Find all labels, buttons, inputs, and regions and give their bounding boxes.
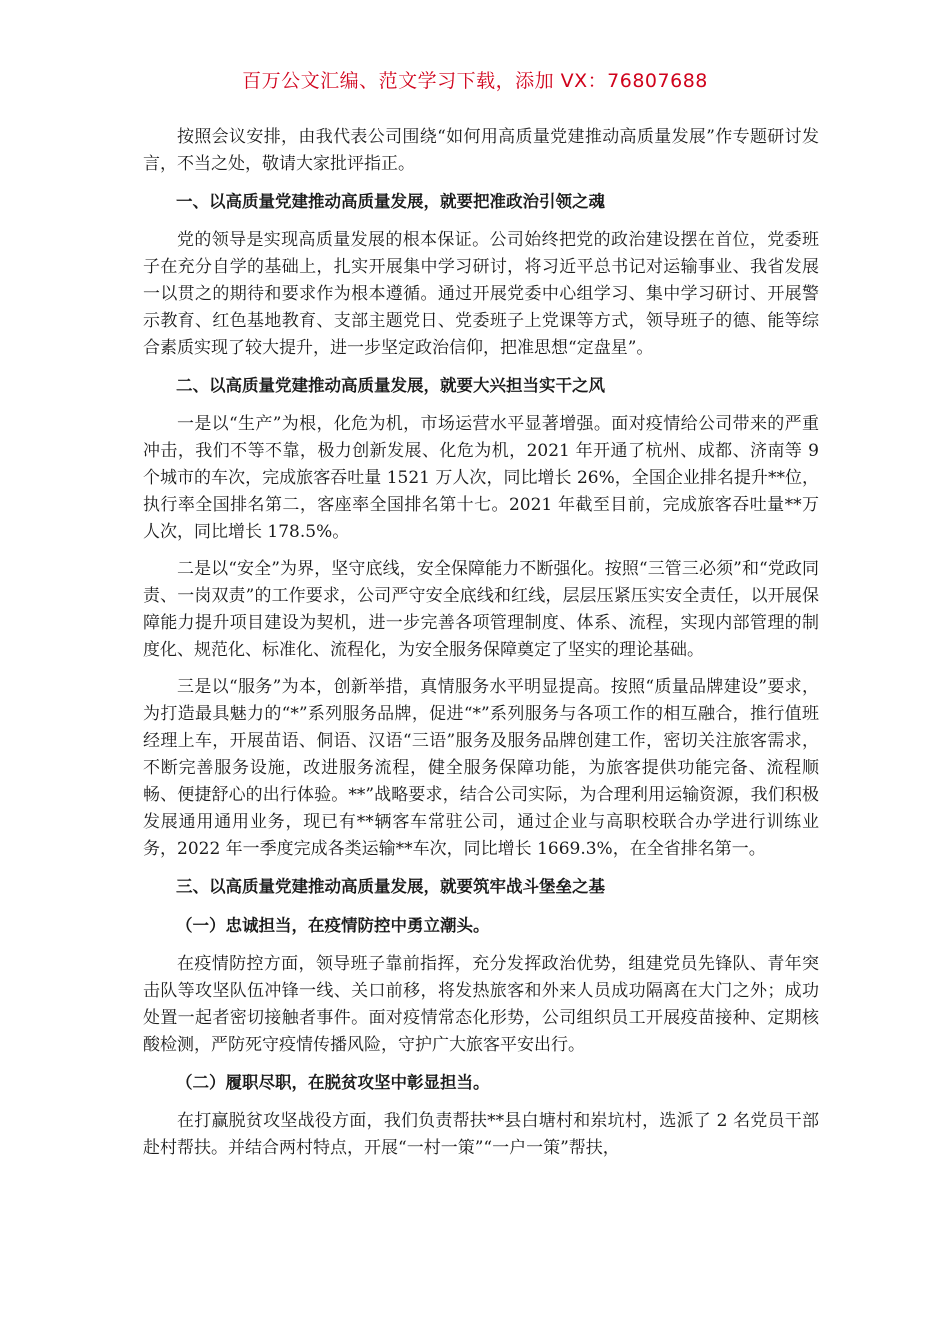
section-2-heading: 二、以高质量党建推动高质量发展，就要大兴担当实干之风 <box>176 376 605 395</box>
section-2-paragraph-production: 一是以“生产”为根，化危为机，市场运营水平显著增强。面对疫情给公司带来的严重冲击，我们不等不靠，极力创新发展、化危为机，2021 年开通了杭州、成都、济南等 9 个城市的车次，完成旅客吞吐量 1521 万人次，同比增长 26%，全国企业排名提升**位，执行率全国排名第二，客座率全国排名第十七。2021 年截至目前，完成旅客吞吐量**万人次，同比增长 178.5%。 <box>143 414 819 542</box>
section-1-heading: 一、以高质量党建推动高质量发展，就要把准政治引领之魂 <box>176 192 605 211</box>
section-1-paragraph: 党的领导是实现高质量发展的根本保证。公司始终把党的政治建设摆在首位，党委班子在充分自学的基础上，扎实开展集中学习研讨，将习近平总书记对运输事业、我省发展一以贯之的期待和要求作为根本遵循。通过开展党委中心组学习、集中学习研讨、开展警示教育、红色基地教育、支部主题党日、党委班子上党课等方式，领导班子的德、能等综合素质实现了较大提升，进一步坚定政治信仰，把准思想“定盘星”。 <box>143 230 819 358</box>
intro-paragraph: 按照会议安排，由我代表公司围绕“如何用高质量党建推动高质量发展”作专题研讨发言，不当之处，敬请大家批评指正。 <box>143 127 819 174</box>
document-body <box>143 124 819 1172</box>
section-3-sub-1-paragraph: 在疫情防控方面，领导班子靠前指挥，充分发挥政治优势，组建党员先锋队、青年突击队等攻坚队伍冲锋一线、关口前移，将发热旅客和外来人员成功隔离在大门之外；成功处置一起者密切接触者事件。面对疫情常态化形势，公司组织员工开展疫苗接种、定期核酸检测，严防死守疫情传播风险，守护广大旅客平安出行。 <box>143 954 819 1055</box>
section-3-sub-1-heading: （一）忠诚担当，在疫情防控中勇立潮头。 <box>176 916 490 935</box>
section-2-paragraph-safety: 二是以“安全”为界，坚守底线，安全保障能力不断强化。按照“三管三必须”和“党政同责、一岗双责”的工作要求，公司严守安全底线和红线，层层压紧压实安全责任，以开展保障能力提升项目建设为契机，进一步完善各项管理制度、体系、流程，实现内部管理的制度化、规范化、标准化、流程化，为安全服务保障奠定了坚实的理论基础。 <box>143 559 819 660</box>
section-3-heading: 三、以高质量党建推动高质量发展，就要筑牢战斗堡垒之基 <box>176 877 605 896</box>
section-3-sub-2-heading: （二）履职尽职，在脱贫攻坚中彰显担当。 <box>176 1073 490 1092</box>
watermark-banner: 百万公文汇编、范文学习下载，添加 VX：76807688 <box>242 70 708 92</box>
section-2-paragraph-service: 三是以“服务”为本，创新举措，真情服务水平明显提高。按照“质量品牌建设”要求，为打造最具魅力的“*”系列服务品牌，促进“*”系列服务与各项工作的相互融合，推行值班经理上车，开展苗语、侗语、汉语“三语”服务及服务品牌创建工作，密切关注旅客需求，不断完善服务设施，改进服务流程，健全服务保障功能，为旅客提供功能完备、流程顺畅、便捷舒心的出行体验。**”战略要求，结合公司实际，为合理利用运输资源，我们积极发展通用通用业务，现已有**辆客车常驻公司，通过企业与高职校联合办学进行训练业务，2022 年一季度完成各类运输**车次，同比增长 1669.3%，在全省排名第一。 <box>143 677 819 859</box>
section-3-sub-2-paragraph: 在打赢脱贫攻坚战役方面，我们负责帮扶**县白塘村和岽坑村，选派了 2 名党员干部赴村帮扶。并结合两村特点，开展“一村一策”“一户一策”帮扶， <box>143 1111 819 1158</box>
